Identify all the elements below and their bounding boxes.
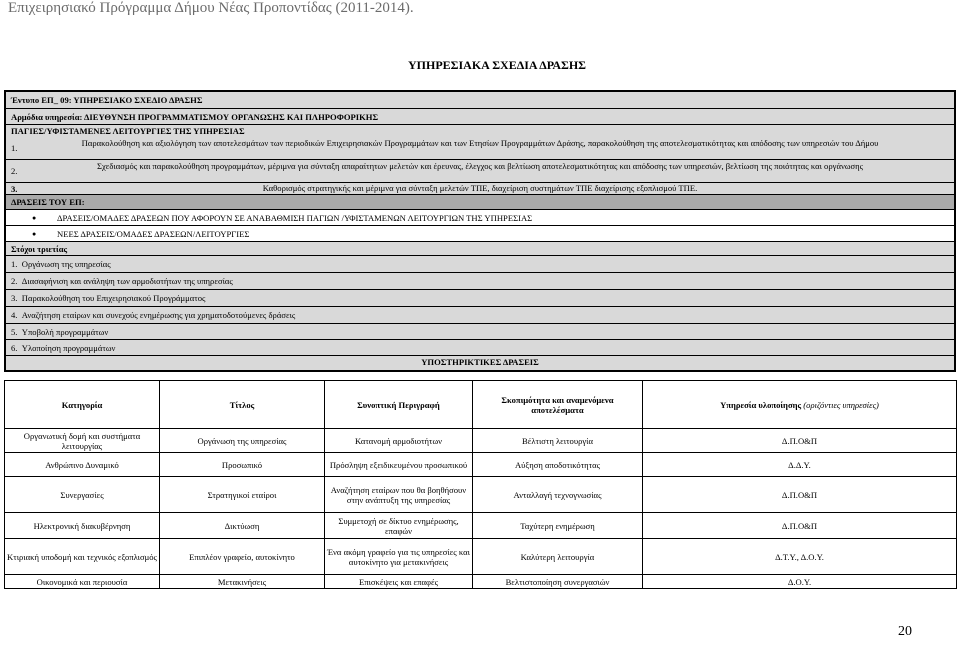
support-title: ΥΠΟΣΤΗΡΙΚΤΙΚΕΣ ΔΡΑΣΕΙΣ	[6, 356, 954, 370]
cell-description: Κατανομή αρμοδιοτήτων	[325, 429, 473, 453]
cell-category: Κτιριακή υποδομή και τεχνικός εξοπλισμός	[5, 539, 160, 575]
goals-label: Στόχοι τριετίας	[6, 242, 954, 256]
cell-description: Αναζήτηση εταίρων που θα βοηθήσουν στην ανάπτυξη της υπηρεσίας	[325, 477, 473, 513]
goal-text: Αναζήτηση εταίρων και συνεχούς ενημέρωσης για χρηματοδοτούμενες δράσεις	[21, 310, 296, 320]
form-label: Έντυπο ΕΠ_ 09: ΥΠΗΡΕΣΙΑΚΟ ΣΧΕΔΙΟ ΔΡΑΣΗΣ	[6, 92, 954, 109]
action-bullet-text: ΝΕΕΣ ΔΡΑΣΕΙΣ/ΟΜΑΔΕΣ ΔΡΑΣΕΩΝ/ΛΕΙΤΟΥΡΓΙΕΣ	[57, 228, 250, 239]
goal-text: Διασαφήνιση και ανάληψη των αρμοδιοτήτων της υπηρεσίας	[21, 276, 233, 286]
table-row	[5, 429, 957, 453]
goal-item	[6, 307, 954, 324]
function-number: 3.	[11, 183, 18, 194]
cell-description: Ένα ακόμη γραφείο για τις υπηρεσίες και αυτοκίνητο για μετακινήσεις	[325, 539, 473, 575]
cell-category: Συνεργασίες	[5, 477, 160, 513]
goal-number: 6.	[11, 343, 18, 353]
header-category: Κατηγορία	[5, 381, 160, 429]
actions-label: ΔΡΑΣΕΙΣ ΤΟΥ ΕΠ:	[6, 195, 954, 210]
cell-description: Συμμετοχή σε δίκτυο ενημέρωσης, επαφών	[325, 513, 473, 539]
cell-service: Δ.Π.Ο&Π	[643, 477, 957, 513]
goal-number: 3.	[11, 293, 18, 303]
main-title: ΥΠΗΡΕΣΙΑΚΑ ΣΧΕΔΙΑ ΔΡΑΣΗΣ	[408, 58, 587, 72]
goal-item	[6, 273, 954, 290]
cell-service: Δ.Π.Ο&Π	[643, 513, 957, 539]
cell-title: Μετακινήσεις	[160, 575, 325, 589]
form-block	[4, 90, 956, 372]
header-title: Τίτλος	[160, 381, 325, 429]
table-row	[5, 539, 957, 575]
action-bullet-text: ΔΡΑΣΕΙΣ/ΟΜΑΔΕΣ ΔΡΑΣΕΩΝ ΠΟΥ ΑΦΟΡΟΥΝ ΣΕ ΑΝΑΒΑΘΜΙΣΗ ΠΑΓΙΩΝ /ΥΦΙΣΤΑΜΕΝΩΝ ΛΕΙΤΟΥΡΓΙΩΝ ΤΗΣ ΥΠΗΡΕΣΙΑΣ	[57, 212, 533, 223]
cell-title: Στρατηγικοί εταίροι	[160, 477, 325, 513]
header-description: Συνοπτική Περιγραφή	[325, 381, 473, 429]
goal-item	[6, 256, 954, 273]
goal-text: Υποβολή προγραμμάτων	[21, 327, 109, 337]
table-row	[5, 513, 957, 539]
document-header: Επιχειρησιακό Πρόγραμμα Δήμου Νέας Προποντίδας (2011-2014).	[8, 0, 414, 16]
action-bullet-item	[6, 210, 954, 226]
table-row	[5, 575, 957, 589]
goal-number: 2.	[11, 276, 18, 286]
function-number: 1.	[11, 143, 18, 153]
goal-number: 4.	[11, 310, 18, 320]
function-item	[6, 160, 954, 183]
header-service-note: (οριζόντιες υπηρεσίες)	[803, 399, 879, 410]
table-row	[5, 453, 957, 477]
cell-service: Δ.Ο.Υ.	[643, 575, 957, 589]
header-service	[643, 381, 957, 429]
goal-item	[6, 340, 954, 356]
cell-service: Δ.Δ.Υ.	[643, 453, 957, 477]
goal-text: Οργάνωση της υπηρεσίας	[21, 259, 111, 269]
functions-label: ΠΑΓΙΕΣ/ΥΦΙΣΤΑΜΕΝΕΣ ΛΕΙΤΟΥΡΓΙΕΣ ΤΗΣ ΥΠΗΡΕΣΙΑΣ	[6, 125, 954, 137]
goal-item	[6, 324, 954, 340]
cell-description: Πρόσληψη εξειδικευμένου προσωπικού	[325, 453, 473, 477]
function-item	[6, 183, 954, 195]
cell-title: Δικτύωση	[160, 513, 325, 539]
cell-title: Προσωπικό	[160, 453, 325, 477]
cell-title: Επιπλέον γραφείο, αυτοκίνητο	[160, 539, 325, 575]
goal-text: Παρακολούθηση του Επιχειρησιακού Προγράμματος	[21, 293, 206, 303]
function-text: Καθορισμός στρατηγικής και μέριμνα για σύνταξη μελετών ΤΠΕ, διαχείριση συστημάτων ΤΠΕ διαχείρισης εξοπλισμού ΤΠΕ.	[262, 183, 698, 193]
cell-purpose: Ταχύτερη ενημέρωση	[473, 513, 643, 539]
cell-category: Ηλεκτρονική διακυβέρνηση	[5, 513, 160, 539]
function-text: Παρακολούθηση και αξιολόγηση των αποτελεσμάτων των περιοδικών Επιχειρησιακών Προγραμμάτων και των Ετησίων Προγραμμάτων Δράσης, παρακολούθηση της αποτελεσματικότητας και απόδοσης των υπηρεσιών του Δήμου	[81, 138, 879, 148]
header-service-main: Υπηρεσία υλοποίησης	[720, 399, 802, 410]
cell-service: Δ.Π.Ο&Π	[643, 429, 957, 453]
responsible-service: Αρμόδια υπηρεσία: ΔΙΕΥΘΥΝΣΗ ΠΡΟΓΡΑΜΜΑΤΙΣΜΟΥ ΟΡΓΑΝΩΣΗΣ ΚΑΙ ΠΛΗΡΟΦΟΡΙΚΗΣ	[6, 109, 954, 125]
action-bullet-item	[6, 226, 954, 242]
cell-purpose: Βελτιστοποίηση συνεργασιών	[473, 575, 643, 589]
cell-category: Οργανωτική δομή και συστήματα λειτουργίας	[5, 429, 160, 453]
cell-purpose: Καλύτερη λειτουργία	[473, 539, 643, 575]
cell-purpose: Αύξηση αποδοτικότητας	[473, 453, 643, 477]
cell-purpose: Βέλτιστη λειτουργία	[473, 429, 643, 453]
function-text: Σχεδιασμός και παρακολούθηση προγραμμάτων, μέριμνα για σύνταξη απαραίτητων μελετών και έρευνας, έλεγχος και βελτίωση αποτελεσματικότητας και απόδοσης των υπηρεσιών, βελτίωση της ποιότητας και οργάνωσης	[96, 161, 864, 171]
goal-text: Υλοποίηση προγραμμάτων	[21, 343, 116, 353]
table-row	[5, 477, 957, 513]
goal-number: 5.	[11, 327, 18, 337]
function-number: 2.	[11, 166, 18, 176]
bullet-icon: ●	[32, 229, 37, 238]
function-item	[6, 137, 954, 160]
cell-title: Οργάνωση της υπηρεσίας	[160, 429, 325, 453]
goal-number: 1.	[11, 259, 18, 269]
bullet-icon: ●	[32, 213, 37, 222]
table-header-row	[5, 381, 957, 429]
cell-purpose: Ανταλλαγή τεχνογνωσίας	[473, 477, 643, 513]
cell-service: Δ.Τ.Υ., Δ.Ο.Υ.	[643, 539, 957, 575]
page-number: 20	[898, 624, 912, 639]
cell-category: Ανθρώπινο Δυναμικό	[5, 453, 160, 477]
cell-category: Οικονομικά και περιουσία	[5, 575, 160, 589]
goal-item	[6, 290, 954, 307]
cell-description: Επισκέψεις και επαφές	[325, 575, 473, 589]
support-actions-table	[4, 380, 957, 589]
header-purpose: Σκοπιμότητα και αναμενόμενα αποτελέσματα	[473, 381, 643, 429]
